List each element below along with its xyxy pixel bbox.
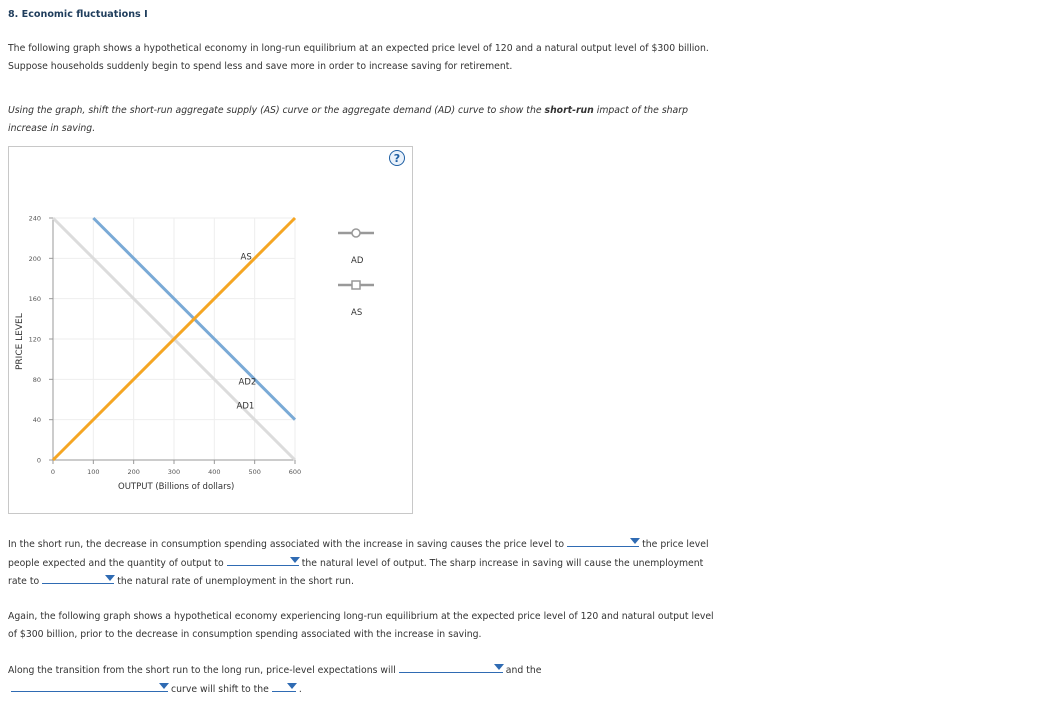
x-tick-label: 400 (208, 468, 221, 476)
q1-text-pre: In the short run, the decrease in consumption spending associated with the increase in saving causes the price level to (8, 539, 565, 550)
q1-line-2 (8, 554, 1008, 573)
instruction-post: impact of the sharp (593, 105, 688, 116)
y-tick-label: 0 (36, 456, 41, 465)
y-tick-label: 240 (28, 214, 41, 223)
ad1-curve-label: AD1 (236, 401, 255, 412)
q1-line3-pre: rate to (8, 576, 40, 587)
output-quantity-dropdown[interactable] (227, 554, 299, 566)
chevron-down-icon (290, 557, 300, 563)
q2-text-pre: Along the transition from the short run to the long run, price-level expectations will (8, 665, 396, 676)
x-tick-label: 100 (87, 468, 100, 476)
chevron-down-icon (494, 664, 504, 670)
chevron-down-icon (287, 683, 297, 689)
circle-marker-icon[interactable] (352, 229, 360, 237)
chevron-down-icon (105, 575, 115, 581)
again-text (8, 608, 1008, 643)
y-tick-label: 160 (28, 295, 41, 304)
x-tick-label: 0 (50, 468, 56, 476)
square-marker-icon[interactable] (352, 281, 360, 289)
shift-direction-dropdown[interactable] (272, 680, 296, 692)
curve-labels (237, 252, 257, 411)
help-icon[interactable]: ? (389, 150, 405, 166)
legend-as-tool[interactable] (338, 281, 374, 289)
again-line-2: of $300 billion, prior to the decrease in consumption spending associated with the increase in saving. (8, 628, 482, 640)
x-tick-label: 500 (248, 468, 261, 476)
curve-choice-dropdown[interactable] (11, 680, 168, 692)
again-line-1: Again, the following graph shows a hypothetical economy experiencing long-run equilibrium at the expected price level of 120 and natural output level (8, 611, 714, 622)
chevron-down-icon (159, 683, 169, 689)
x-axis-label: OUTPUT (Billions of dollars) (118, 482, 235, 492)
q1-line3-post: the natural rate of unemployment in the short run. (117, 576, 354, 587)
y-tick-label: 40 (32, 416, 41, 425)
legend-ad-tool[interactable] (338, 229, 374, 237)
q2-line-1 (8, 661, 1008, 680)
expectations-dropdown[interactable] (399, 661, 503, 673)
q2-end: . (298, 683, 302, 695)
x-tick-label: 300 (167, 468, 181, 476)
intro-line-1: The following graph shows a hypothetical economy in long-run equilibrium at an expected price level of 120 and a natural output level of $300 billion. (8, 43, 709, 54)
legend-ad-label: AD (351, 256, 364, 266)
y-tick-label: 120 (28, 335, 41, 344)
question-1 (8, 535, 1008, 591)
q1-line-1 (8, 535, 1008, 554)
q2-line2-mid: curve will shift to the (171, 683, 269, 695)
q2-line-2 (8, 680, 1008, 699)
ad2-curve-label: AD2 (238, 377, 257, 388)
y-tick-label: 200 (28, 254, 41, 263)
q1-line-3 (8, 572, 1008, 591)
instruction-pre: Using the graph, shift the short-run aggregate supply (AS) curve or the aggregate demand (AD) curve to show the (8, 105, 545, 116)
y-tick-label: 80 (32, 375, 41, 384)
page-title: 8. Economic fluctuations I (8, 9, 148, 20)
legend (338, 229, 374, 318)
as-curve-label: AS (240, 252, 252, 263)
x-tick-label: 600 (288, 468, 302, 476)
price-level-dropdown[interactable] (567, 535, 639, 547)
question-2 (8, 661, 1008, 698)
chevron-down-icon (630, 538, 640, 544)
q1-line2-pre: people expected and the quantity of output to (8, 557, 224, 569)
q1-line2-post: the natural level of output. The sharp increase in saving will cause the unemployment (301, 557, 704, 569)
instruction-bold: short-run (544, 105, 594, 116)
q1-text-post: the price level (642, 539, 709, 550)
intro-line-2: Suppose households suddenly begin to spend less and save more in order to increase saving for retirement. (8, 60, 513, 72)
instruction-line-2: increase in saving. (8, 122, 96, 134)
legend-as-label: AS (351, 308, 363, 318)
x-tick-label: 200 (127, 468, 140, 476)
unemployment-rate-dropdown[interactable] (42, 572, 114, 584)
q2-text-post: and the (505, 665, 542, 676)
y-axis-label: PRICE LEVEL (15, 313, 25, 370)
